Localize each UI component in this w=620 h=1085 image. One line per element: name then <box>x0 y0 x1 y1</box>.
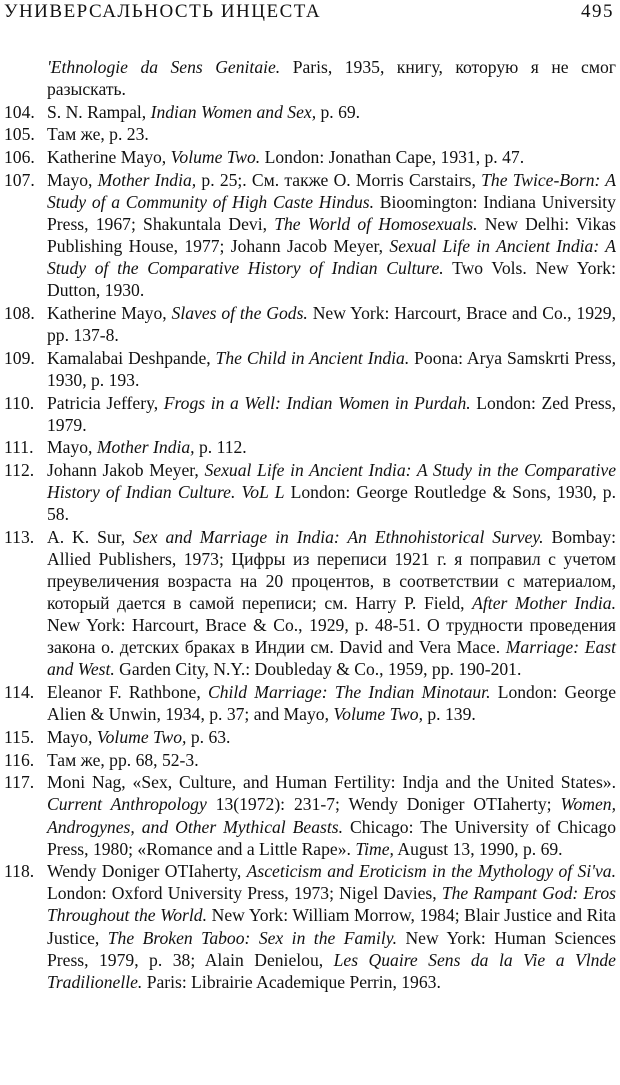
endnote-text: 13(1972): 231-7; Wendy Doniger OTIaherty; <box>206 794 561 815</box>
endnote <box>4 56 616 100</box>
citation-title: Volume Two, <box>96 726 187 747</box>
endnote-text: Mayo, <box>47 437 97 458</box>
endnote-number: 108. <box>4 303 35 323</box>
endnote-text: p. 112. <box>194 437 247 458</box>
endnotes-list <box>4 56 616 993</box>
endnote-text: London: George Alien & Unwin, 1934, p. 37; and Mayo, <box>47 682 616 725</box>
endnote-text: Mayo, <box>47 726 97 747</box>
endnote-text: Eleanor F. Rathbone, <box>47 682 208 703</box>
endnote-text: Wendy Doniger OTIaherty, <box>47 861 247 882</box>
endnote-text: p. 63. <box>186 726 231 747</box>
endnote-text: New York: William Morrow, 1984; Blair Justice and Rita Justice, <box>47 905 616 948</box>
endnote-number: 117. <box>4 772 35 793</box>
endnote-text: Johann Jakob Meyer, <box>47 460 205 481</box>
endnote-number: 107. <box>4 169 35 190</box>
endnote-text: London: George Routledge & Sons, 1930, p. 58. <box>47 482 616 525</box>
endnote <box>4 392 616 436</box>
endnote-number: 115. <box>4 726 35 747</box>
endnote-number: 105. <box>4 124 35 145</box>
endnote-text: New Delhi: Vikas Publishing House, 1977; Johann Jacob Meyer, <box>47 214 616 257</box>
endnote <box>4 860 616 993</box>
endnote-number: 116. <box>4 749 35 770</box>
citation-title: Current Anthropology <box>47 794 207 815</box>
citation-title: Indian Women and Sex, <box>150 101 317 122</box>
endnote-text: Patricia Jeffery, <box>47 392 164 413</box>
endnote-number: 113. <box>4 526 35 547</box>
endnote <box>4 123 616 145</box>
endnote-number: 118. <box>4 861 35 882</box>
endnote-number: 109. <box>4 347 35 368</box>
endnote-text: Katherine Mayo, <box>47 147 171 168</box>
endnote <box>4 436 616 458</box>
endnote-text: p. 25;. См. также O. Morris Carstairs, <box>196 169 482 190</box>
citation-title: Slaves of the Gods. <box>171 303 308 323</box>
endnote-text: Там же, pp. 68, 52-3. <box>47 749 199 770</box>
citation-title: Les Quaire Sens da la Vie a Vlnde Tradilionelle. <box>47 949 616 992</box>
endnote <box>4 726 616 748</box>
endnote-text: Kamalabai Deshpande, <box>47 347 216 368</box>
endnote-text: Mayo, <box>47 169 98 190</box>
endnote-number: 114. <box>4 682 35 703</box>
endnote-number: 112. <box>4 460 35 481</box>
endnote-number: 106. <box>4 147 35 168</box>
endnote-number: 104. <box>4 101 35 122</box>
citation-title: The Rampant God: Eros Throughout the World. <box>47 883 617 926</box>
endnote <box>4 101 616 123</box>
citation-title: Volume Two. <box>170 147 261 168</box>
endnote-text: Katherine Mayo, <box>47 303 172 323</box>
citation-title: The Broken Taboo: Sex in the Family. <box>107 927 398 948</box>
endnote-text: New York: Harcourt, Brace & Co., 1929, p. 48-51. О трудности проведения закона о. детских браках в Индии см. David and Vera Mace. <box>47 615 616 658</box>
citation-title: Mother India, <box>97 169 197 190</box>
endnote-text: Bombay: Allied Publishers, 1973; Цифры из переписи 1921 г. я поправил с учетом преувеличения возраста на 20 процентов, в соответствии с материалом, который дается в самой переписи; см. Harry P. Field, <box>47 526 616 614</box>
citation-title: Sex and Marriage in India: An Ethnohistorical Survey. <box>133 526 544 547</box>
citation-title: After Mother India. <box>472 593 616 614</box>
endnote <box>4 526 616 681</box>
endnote-text: Garden City, N.Y.: Doubleday & Co., 1959, pp. 190-201. <box>114 659 522 680</box>
citation-title: The World of Homosexuals. <box>274 214 478 235</box>
endnote-text: S. N. Rampal, <box>47 101 151 122</box>
citation-title: Frogs in a Well: Indian Women in Purdah. <box>163 392 471 413</box>
endnote-text: London: Zed Press, 1979. <box>47 392 617 435</box>
endnote-text: Chicago: The University of Chicago Press, 1980; «Romance and a Little Rape». <box>47 816 616 859</box>
citation-title: Volume Two, <box>333 704 423 725</box>
chapter-title: УНИВЕРСАЛЬНОСТЬ ИНЦЕСТА <box>4 1 322 22</box>
citation-title: Women, Androgynes, and Other Mythical Beasts. <box>47 794 616 837</box>
endnote-text: August 13, 1990, p. 69. <box>393 838 563 859</box>
citation-title: Sexual Life in Ancient India: A Study of the Comparative History of Indian Culture. <box>47 236 616 279</box>
endnote-text: Там же, p. 23. <box>47 124 149 145</box>
citation-title: Asceticism and Eroticism in the Mythology of Si'va. <box>246 861 616 882</box>
running-header <box>4 0 614 26</box>
endnote-text: Moni Nag, «Sex, Culture, and Human Fertility: Indja and the United States». <box>47 772 616 793</box>
citation-title: Sexual Life in Ancient India: A Study in the Comparative History of Indian Culture. VoL L <box>47 460 617 503</box>
citation-title: The Twice-Born: A Study of a Community of High Caste Hindus. <box>47 169 616 212</box>
citation-title: Marriage: East and West. <box>47 637 616 680</box>
endnote <box>4 771 616 859</box>
page-number: 495 <box>581 1 614 22</box>
endnote <box>4 347 616 391</box>
endnote-number: 111. <box>4 437 34 458</box>
endnote <box>4 302 616 346</box>
endnote-text: London: Oxford University Press, 1973; Nigel Davies, <box>47 883 442 904</box>
citation-title: Time, <box>355 838 394 859</box>
endnote-text: Poona: Arya Samskrti Press, 1930, p. 193. <box>47 347 616 390</box>
endnote-text: Two Vols. New York: Dutton, 1930. <box>47 258 616 301</box>
endnote-text: A. K. Sur, <box>47 526 134 547</box>
endnote-text: Paris: Librairie Academique Perrin, 1963. <box>142 971 441 992</box>
endnote <box>4 459 616 525</box>
endnote-text: New York: Human Sciences Press, 1979, p. 38; Alain Denielou, <box>47 927 616 970</box>
endnote <box>4 749 616 771</box>
endnote-number: 110. <box>4 392 35 413</box>
endnote <box>4 169 616 302</box>
citation-title: Child Marriage: The Indian Minotaur. <box>207 682 491 703</box>
endnote-text: Bioomington: Indiana University Press, 1967; Shakuntala Devi, <box>47 191 616 235</box>
endnote <box>4 146 616 168</box>
citation-title: Mother India, <box>96 437 195 458</box>
endnote-text: London: Jonathan Cape, 1931, p. 47. <box>260 147 525 168</box>
endnote <box>4 681 616 725</box>
endnote-text: Paris, 1935, книгу, которую я не смог разыскать. <box>47 57 616 100</box>
endnote-text: p. 139. <box>422 704 476 725</box>
citation-title: The Child in Ancient India. <box>215 347 410 368</box>
endnote-text: p. 69. <box>316 101 361 122</box>
citation-title: 'Ethnologie da Sens Genitaie. <box>47 57 281 77</box>
endnote-text: New York: Harcourt, Brace and Co., 1929, pp. 137-8. <box>47 303 617 346</box>
